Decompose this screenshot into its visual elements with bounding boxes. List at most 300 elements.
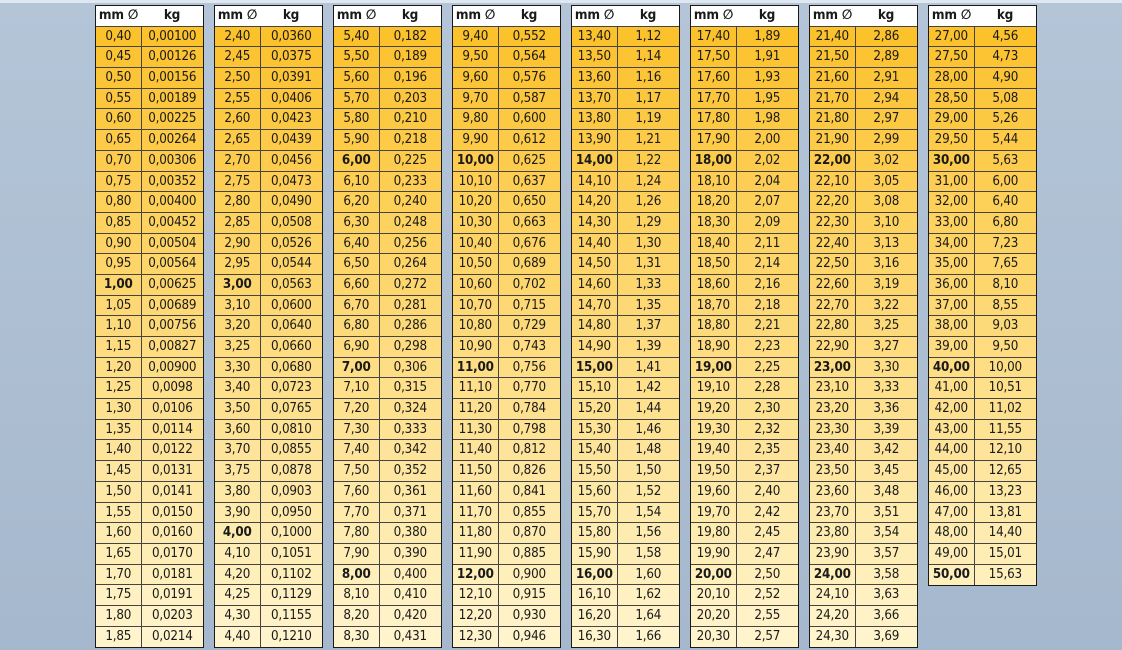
diameter-cell: 12,10 <box>453 585 499 605</box>
weight-cell: 0,0544 <box>270 256 312 272</box>
table-row <box>453 47 560 68</box>
table-row <box>334 337 441 358</box>
weight-cell: 3,25 <box>873 318 900 334</box>
weight-cell: 0,248 <box>393 214 427 230</box>
weight-cell: 3,05 <box>873 173 900 189</box>
weight-cell: 1,12 <box>635 28 662 44</box>
weight-cell: 2,97 <box>873 111 900 127</box>
weight-cell: 0,218 <box>393 132 427 148</box>
diameter-cell: 1,85 <box>96 627 142 648</box>
diameter-cell: 3,30 <box>215 358 261 378</box>
diameter-cell: 28,00 <box>929 68 975 88</box>
weight-cell: 2,16 <box>754 276 781 292</box>
table-row <box>929 378 1036 399</box>
diameter-cell: 20,30 <box>691 627 737 648</box>
weight-cell: 0,00264 <box>148 132 197 148</box>
table-row <box>929 213 1036 234</box>
header-row <box>96 6 203 27</box>
header-mm-diameter: mm ∅ <box>455 7 496 23</box>
table-row <box>810 420 917 441</box>
weight-cell: 1,37 <box>635 318 662 334</box>
table-row <box>691 627 798 648</box>
diameter-cell: 19,80 <box>691 523 737 543</box>
weight-cell: 13,23 <box>988 483 1022 499</box>
table-row <box>572 461 679 482</box>
weight-cell: 2,99 <box>873 132 900 148</box>
table-row <box>96 358 203 379</box>
weight-cell: 0,333 <box>393 421 427 437</box>
diameter-cell: 6,20 <box>334 192 380 212</box>
weight-cell: 0,0723 <box>270 380 312 396</box>
table-row <box>572 234 679 255</box>
header-row <box>691 6 798 27</box>
diameter-cell: 41,00 <box>929 378 975 398</box>
weight-cell: 0,00225 <box>148 111 197 127</box>
diameter-cell: 24,10 <box>810 585 856 605</box>
diameter-cell: 11,50 <box>453 461 499 481</box>
weight-cell: 2,25 <box>754 359 781 375</box>
weight-cell: 0,371 <box>393 504 427 520</box>
diameter-cell: 1,65 <box>96 544 142 564</box>
header-mm-diameter: mm ∅ <box>812 7 853 23</box>
table-row <box>572 399 679 420</box>
table-row <box>691 27 798 48</box>
weight-cell: 0,784 <box>512 401 546 417</box>
diameter-cell: 21,80 <box>810 109 856 129</box>
diameter-cell: 13,60 <box>572 68 618 88</box>
table-row <box>334 275 441 296</box>
diameter-cell: 48,00 <box>929 523 975 543</box>
weight-cell: 3,54 <box>873 525 900 541</box>
table-row <box>810 234 917 255</box>
table-row <box>810 172 917 193</box>
table-row <box>215 378 322 399</box>
table-row <box>334 89 441 110</box>
diameter-cell: 9,40 <box>453 27 499 47</box>
diameter-cell: 19,00 <box>691 358 737 378</box>
diameter-cell: 17,60 <box>691 68 737 88</box>
table-row <box>810 192 917 213</box>
weight-cell: 2,86 <box>873 28 900 44</box>
diameter-cell: 4,40 <box>215 627 261 648</box>
weight-cell: 0,264 <box>393 256 427 272</box>
diameter-cell: 1,35 <box>96 420 142 440</box>
header-kg: kg <box>163 7 181 23</box>
diameter-cell: 11,60 <box>453 482 499 502</box>
weight-cell: 0,0114 <box>151 421 193 437</box>
table-row <box>215 337 322 358</box>
table-row <box>453 627 560 648</box>
table-row <box>810 585 917 606</box>
diameter-cell: 36,00 <box>929 275 975 295</box>
diameter-cell: 10,70 <box>453 296 499 316</box>
weight-cell: 1,66 <box>635 628 662 644</box>
weight-cell: 0,182 <box>393 28 427 44</box>
weight-cell: 0,676 <box>512 235 546 251</box>
weight-cell: 1,30 <box>635 235 662 251</box>
table-row <box>453 399 560 420</box>
table-row <box>96 316 203 337</box>
table-row <box>453 172 560 193</box>
weight-cell: 3,48 <box>873 483 900 499</box>
diameter-cell: 23,00 <box>810 358 856 378</box>
weight-column-8 <box>928 5 1037 586</box>
header-row <box>929 6 1036 27</box>
weight-cell: 0,256 <box>393 235 427 251</box>
weight-cell: 0,390 <box>393 545 427 561</box>
table-row <box>334 296 441 317</box>
table-row <box>215 47 322 68</box>
weight-cell: 0,00189 <box>148 90 197 106</box>
table-row <box>691 172 798 193</box>
weight-cell: 2,52 <box>754 587 781 603</box>
diameter-cell: 22,70 <box>810 296 856 316</box>
table-row <box>334 461 441 482</box>
weight-cell: 1,60 <box>635 566 662 582</box>
table-row <box>810 358 917 379</box>
weight-cell: 1,21 <box>635 132 662 148</box>
diameter-cell: 3,00 <box>215 275 261 295</box>
table-row <box>334 192 441 213</box>
diameter-cell: 2,80 <box>215 192 261 212</box>
header-mm-diameter: mm ∅ <box>217 7 258 23</box>
diameter-cell: 16,20 <box>572 606 618 626</box>
weight-cell: 0,689 <box>512 256 546 272</box>
weight-cell: 0,0122 <box>151 442 193 458</box>
weight-cell: 14,40 <box>988 525 1022 541</box>
table-row <box>691 420 798 441</box>
weight-cell: 4,56 <box>992 28 1019 44</box>
weight-cell: 0,00306 <box>148 152 197 168</box>
diameter-cell: 8,20 <box>334 606 380 626</box>
header-row <box>215 6 322 27</box>
diameter-cell: 15,70 <box>572 503 618 523</box>
weight-cell: 0,286 <box>393 318 427 334</box>
table-row <box>96 627 203 648</box>
table-row <box>96 213 203 234</box>
diameter-cell: 10,30 <box>453 213 499 233</box>
diameter-cell: 9,60 <box>453 68 499 88</box>
weight-cell: 0,0423 <box>270 111 312 127</box>
table-row <box>334 68 441 89</box>
table-row <box>215 213 322 234</box>
table-row <box>334 585 441 606</box>
diameter-cell: 0,65 <box>96 130 142 150</box>
diameter-cell: 11,30 <box>453 420 499 440</box>
weight-cell: 1,29 <box>635 214 662 230</box>
table-row <box>572 89 679 110</box>
diameter-cell: 23,30 <box>810 420 856 440</box>
diameter-cell: 15,30 <box>572 420 618 440</box>
weight-cell: 0,0191 <box>151 587 193 603</box>
weight-cell: 0,715 <box>512 297 546 313</box>
table-row <box>572 316 679 337</box>
table-row <box>334 130 441 151</box>
table-row <box>453 275 560 296</box>
diameter-cell: 7,70 <box>334 503 380 523</box>
weight-cell: 0,1210 <box>270 628 312 644</box>
diameter-cell: 14,70 <box>572 296 618 316</box>
table-row <box>453 151 560 172</box>
diameter-cell: 14,20 <box>572 192 618 212</box>
weight-cell: 6,00 <box>992 173 1019 189</box>
diameter-cell: 5,70 <box>334 89 380 109</box>
weight-cell: 0,281 <box>393 297 427 313</box>
table-row <box>453 89 560 110</box>
table-row <box>334 420 441 441</box>
diameter-cell: 12,30 <box>453 627 499 648</box>
table-row <box>215 482 322 503</box>
diameter-cell: 21,60 <box>810 68 856 88</box>
diameter-cell: 0,95 <box>96 254 142 274</box>
diameter-cell: 23,90 <box>810 544 856 564</box>
weight-cell: 3,13 <box>873 235 900 251</box>
table-row <box>96 192 203 213</box>
table-row <box>215 254 322 275</box>
diameter-cell: 2,60 <box>215 109 261 129</box>
weight-cell: 0,196 <box>393 70 427 86</box>
table-row <box>96 544 203 565</box>
table-row <box>96 68 203 89</box>
weight-cell: 3,66 <box>873 607 900 623</box>
weight-cell: 1,24 <box>635 173 662 189</box>
diameter-cell: 19,30 <box>691 420 737 440</box>
diameter-cell: 18,10 <box>691 172 737 192</box>
weight-cell: 0,0878 <box>270 463 312 479</box>
diameter-cell: 22,50 <box>810 254 856 274</box>
weight-cell: 0,361 <box>393 483 427 499</box>
weight-cell: 0,855 <box>512 504 546 520</box>
weight-cell: 2,11 <box>754 235 781 251</box>
table-row <box>810 606 917 627</box>
table-row <box>215 585 322 606</box>
weight-cell: 0,756 <box>512 359 546 375</box>
table-row <box>334 606 441 627</box>
diameter-cell: 6,80 <box>334 316 380 336</box>
weight-cell: 0,0214 <box>151 628 193 644</box>
weight-cell: 0,587 <box>512 90 546 106</box>
diameter-cell: 3,25 <box>215 337 261 357</box>
weight-cell: 1,31 <box>635 256 662 272</box>
diameter-cell: 15,10 <box>572 378 618 398</box>
weight-cell: 2,47 <box>754 545 781 561</box>
table-row <box>572 503 679 524</box>
table-row <box>334 316 441 337</box>
table-row <box>215 461 322 482</box>
weight-cell: 2,30 <box>754 401 781 417</box>
table-row <box>691 544 798 565</box>
weight-cell: 0,00900 <box>148 359 197 375</box>
diameter-cell: 14,60 <box>572 275 618 295</box>
diameter-cell: 20,00 <box>691 565 737 585</box>
diameter-cell: 11,70 <box>453 503 499 523</box>
table-row <box>929 234 1036 255</box>
table-row <box>215 109 322 130</box>
table-row <box>334 151 441 172</box>
table-row <box>929 461 1036 482</box>
diameter-cell: 4,30 <box>215 606 261 626</box>
weight-cell: 0,306 <box>393 359 427 375</box>
table-row <box>96 275 203 296</box>
diameter-cell: 14,30 <box>572 213 618 233</box>
weight-cell: 2,21 <box>754 318 781 334</box>
weight-cell: 2,50 <box>754 566 781 582</box>
weight-cell: 2,94 <box>873 90 900 106</box>
table-row <box>691 47 798 68</box>
weight-cell: 1,16 <box>635 70 662 86</box>
header-kg: kg <box>401 7 419 23</box>
table-row <box>96 503 203 524</box>
diameter-cell: 3,40 <box>215 378 261 398</box>
weight-cell: 0,0406 <box>270 90 312 106</box>
weight-cell: 0,0375 <box>270 49 312 65</box>
diameter-cell: 23,10 <box>810 378 856 398</box>
table-row <box>334 523 441 544</box>
weight-cell: 1,46 <box>635 421 662 437</box>
table-row <box>691 275 798 296</box>
table-row <box>215 172 322 193</box>
diameter-cell: 4,25 <box>215 585 261 605</box>
weight-cell: 0,552 <box>512 28 546 44</box>
weight-cell: 2,40 <box>754 483 781 499</box>
weight-cell: 2,04 <box>754 173 781 189</box>
table-row <box>96 296 203 317</box>
weight-cell: 0,1155 <box>270 607 312 623</box>
weight-cell: 0,189 <box>393 49 427 65</box>
weight-cell: 0,650 <box>512 194 546 210</box>
table-row <box>810 523 917 544</box>
table-row <box>572 68 679 89</box>
diameter-cell: 14,40 <box>572 234 618 254</box>
table-row <box>929 503 1036 524</box>
diameter-cell: 14,80 <box>572 316 618 336</box>
table-row <box>453 503 560 524</box>
table-row <box>453 316 560 337</box>
diameter-cell: 18,70 <box>691 296 737 316</box>
weight-cell: 3,39 <box>873 421 900 437</box>
weight-cell: 2,55 <box>754 607 781 623</box>
diameter-cell: 47,00 <box>929 503 975 523</box>
table-row <box>96 606 203 627</box>
diameter-cell: 31,00 <box>929 172 975 192</box>
weight-cell: 0,0439 <box>270 132 312 148</box>
diameter-cell: 15,40 <box>572 440 618 460</box>
table-row <box>691 109 798 130</box>
header-row <box>572 6 679 27</box>
weight-cell: 0,410 <box>393 587 427 603</box>
weight-cell: 2,91 <box>873 70 900 86</box>
weight-cell: 2,09 <box>754 214 781 230</box>
weight-cell: 4,73 <box>992 49 1019 65</box>
table-row <box>929 89 1036 110</box>
diameter-cell: 19,90 <box>691 544 737 564</box>
weight-cell: 0,0855 <box>270 442 312 458</box>
diameter-cell: 3,50 <box>215 399 261 419</box>
table-row <box>572 296 679 317</box>
table-row <box>691 213 798 234</box>
weight-cell: 0,0765 <box>270 401 312 417</box>
diameter-cell: 22,30 <box>810 213 856 233</box>
table-row <box>810 47 917 68</box>
table-row <box>453 296 560 317</box>
diameter-cell: 13,40 <box>572 27 618 47</box>
diameter-cell: 7,50 <box>334 461 380 481</box>
weight-cell: 0,00352 <box>148 173 197 189</box>
weight-cell: 0,00564 <box>148 256 197 272</box>
weight-cell: 2,37 <box>754 463 781 479</box>
table-row <box>334 378 441 399</box>
table-row <box>810 130 917 151</box>
weight-cell: 1,44 <box>635 401 662 417</box>
diameter-cell: 23,40 <box>810 440 856 460</box>
weight-cell: 0,00756 <box>148 318 197 334</box>
table-row <box>810 296 917 317</box>
diameter-cell: 19,10 <box>691 378 737 398</box>
weight-cell: 0,0526 <box>270 235 312 251</box>
diameter-cell: 17,80 <box>691 109 737 129</box>
table-row <box>691 523 798 544</box>
weight-cell: 0,729 <box>512 318 546 334</box>
table-row <box>334 358 441 379</box>
diameter-cell: 11,90 <box>453 544 499 564</box>
weight-cell: 3,08 <box>873 194 900 210</box>
diameter-cell: 10,00 <box>453 151 499 171</box>
table-row <box>810 27 917 48</box>
weight-cell: 1,95 <box>754 90 781 106</box>
table-row <box>453 130 560 151</box>
weight-cell: 0,1051 <box>270 545 312 561</box>
diameter-cell: 9,90 <box>453 130 499 150</box>
table-row <box>929 523 1036 544</box>
weight-cell: 2,89 <box>873 49 900 65</box>
table-row <box>215 316 322 337</box>
table-row <box>691 296 798 317</box>
weight-cell: 3,16 <box>873 256 900 272</box>
table-row <box>453 234 560 255</box>
diameter-cell: 16,00 <box>572 565 618 585</box>
weight-cell: 0,380 <box>393 525 427 541</box>
diameter-cell: 2,70 <box>215 151 261 171</box>
table-row <box>929 316 1036 337</box>
weight-cell: 0,203 <box>393 90 427 106</box>
weight-cell: 0,625 <box>512 152 546 168</box>
weight-cell: 15,01 <box>988 545 1022 561</box>
table-row <box>810 565 917 586</box>
table-row <box>572 440 679 461</box>
weight-cell: 0,0660 <box>270 339 312 354</box>
diameter-cell: 18,20 <box>691 192 737 212</box>
diameter-cell: 23,60 <box>810 482 856 502</box>
table-row <box>810 399 917 420</box>
weight-cell: 0,637 <box>512 173 546 189</box>
table-row <box>810 151 917 172</box>
diameter-cell: 24,20 <box>810 606 856 626</box>
table-row <box>929 68 1036 89</box>
diameter-cell: 10,40 <box>453 234 499 254</box>
diameter-cell: 6,90 <box>334 337 380 357</box>
weight-cell: 1,26 <box>635 194 662 210</box>
table-row <box>929 440 1036 461</box>
table-row <box>572 627 679 648</box>
diameter-cell: 7,60 <box>334 482 380 502</box>
table-row <box>929 296 1036 317</box>
diameter-cell: 9,50 <box>453 47 499 67</box>
diameter-cell: 9,70 <box>453 89 499 109</box>
weight-cell: 0,0170 <box>151 545 193 561</box>
weight-cell: 0,0150 <box>151 504 193 520</box>
weight-cell: 1,64 <box>635 607 662 623</box>
diameter-cell: 3,80 <box>215 482 261 502</box>
